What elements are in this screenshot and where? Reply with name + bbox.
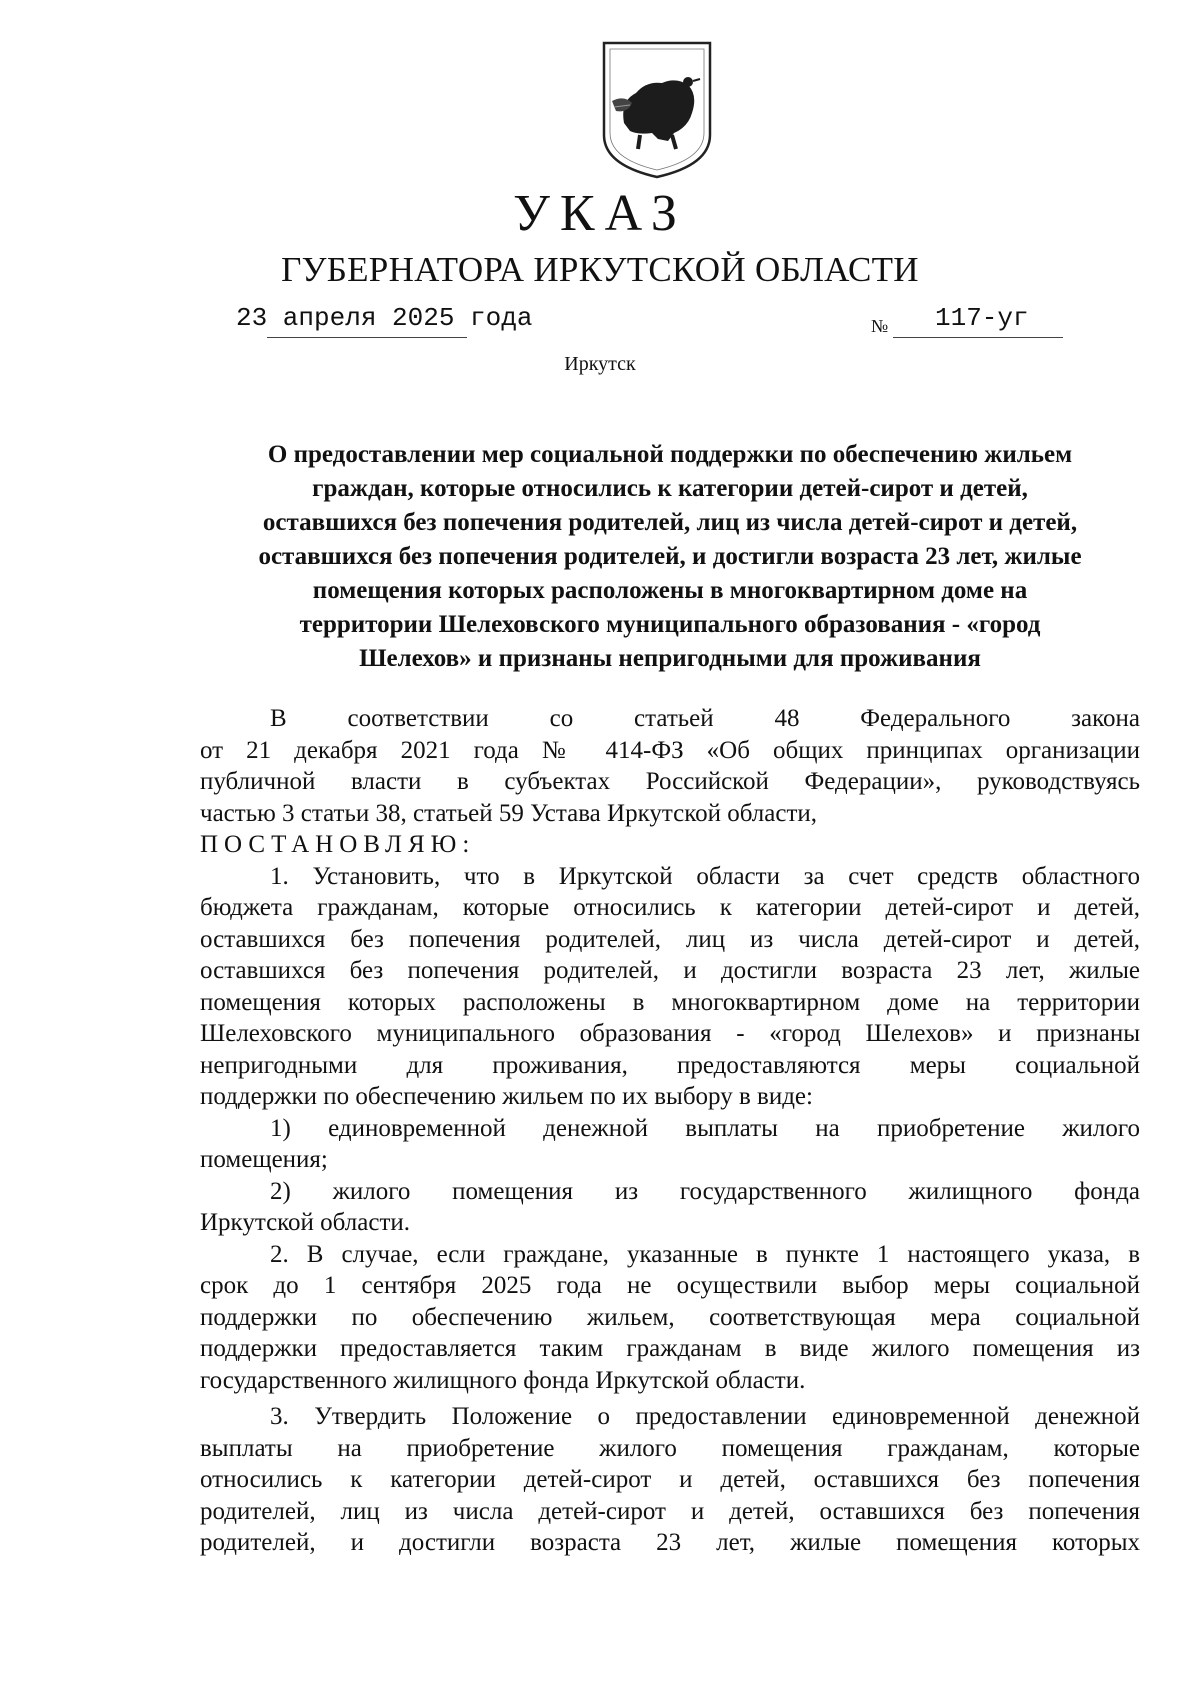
body-line: поддержки по обеспечению жильем, соответствующая мера социальной xyxy=(200,1303,1140,1331)
heading-line: граждан, которые относились к категории детей-сирот и детей, xyxy=(312,475,1028,502)
body-line: непригодными для проживания, предоставляются меры социальной xyxy=(200,1051,1140,1079)
body-line: срок до 1 сентября 2025 года не осуществили выбор меры социальной xyxy=(200,1272,1140,1299)
document-subtitle: ГУБЕРНАТОРА ИРКУТСКОЙ ОБЛАСТИ xyxy=(281,250,919,289)
body-line: поддержки предоставляется таким гражданам в виде жилого помещения из xyxy=(200,1335,1140,1362)
body-line: государственного жилищного фонда Иркутской области. xyxy=(200,1366,806,1394)
body-line: от 21 декабря 2021 года № 414-ФЗ «Об общих принципах организации xyxy=(200,736,1140,764)
heading-line: помещения которых расположены в многоквартирном доме на xyxy=(312,577,1028,604)
decree-heading xyxy=(200,438,1140,676)
body-line: 2. В случае, если граждане, указанные в пункте 1 настоящего указа, в xyxy=(270,1240,1140,1268)
document-title: УКАЗ xyxy=(513,185,687,242)
body-line: помещения; xyxy=(200,1146,328,1173)
decree-word: ПОСТАНОВЛЯЮ: xyxy=(200,831,476,858)
body-line: публичной власти в субъектах Российской Федерации», руководствуясь xyxy=(200,768,1140,795)
body-line: Шелеховского муниципального образования - «город Шелехов» и признаны xyxy=(200,1020,1140,1047)
body-line: родителей, и достигли возраста 23 лет, жилые помещения которых xyxy=(200,1529,1140,1556)
number-underline xyxy=(893,337,1063,338)
city-name: Иркутск xyxy=(564,353,636,375)
coat-of-arms-emblem xyxy=(600,37,714,181)
heading-line: О предоставлении мер социальной поддержки по обеспечению жильем xyxy=(267,441,1073,468)
body-line: оставшихся без попечения родителей, и достигли возраста 23 лет, жилые xyxy=(200,957,1140,984)
number-sign: № xyxy=(871,316,889,336)
heading-line: оставшихся без попечения родителей, лиц из числа детей-сирот и детей, xyxy=(262,509,1078,536)
body-line: поддержки по обеспечению жильем по их выбору в виде: xyxy=(200,1083,813,1110)
decree-number: 117-уг xyxy=(935,303,1029,333)
body-line: 2) жилого помещения из государственного жилищного фонда xyxy=(270,1177,1140,1205)
body-line: помещения которых расположены в многоквартирном доме на территории xyxy=(200,988,1140,1016)
decree-body xyxy=(200,703,1140,1559)
body-line: относились к категории детей-сирот и детей, оставшихся без попечения xyxy=(200,1466,1140,1493)
heading-line: Шелехов» и признаны непригодными для проживания xyxy=(359,645,981,672)
body-line: 1) единовременной денежной выплаты на приобретение жилого xyxy=(270,1114,1140,1142)
body-line: 1. Установить, что в Иркутской области за счет средств областного xyxy=(270,862,1140,890)
body-line: родителей, лиц из числа детей-сирот и детей, оставшихся без попечения xyxy=(200,1497,1140,1525)
body-line: бюджета гражданам, которые относились к категории детей-сирот и детей, xyxy=(200,894,1140,921)
heading-line: оставшихся без попечения родителей, и достигли возраста 23 лет, жилые xyxy=(258,543,1082,570)
body-line: 3. Утвердить Положение о предоставлении единовременной денежной xyxy=(270,1403,1140,1430)
body-line: В соответствии со статьей 48 Федерального закона xyxy=(270,705,1140,732)
body-line: Иркутской области. xyxy=(200,1209,410,1236)
irkutsk-coat-of-arms-icon xyxy=(600,37,714,181)
heading-line: территории Шелеховского муниципального образования - «город xyxy=(299,611,1041,638)
date-underline xyxy=(267,337,467,338)
body-line: оставшихся без попечения родителей, лиц из числа детей-сирот и детей, xyxy=(200,925,1140,953)
body-line: выплаты на приобретение жилого помещения гражданам, которые xyxy=(200,1434,1140,1462)
decree-date: 23 апреля 2025 года xyxy=(236,303,533,333)
body-line: частью 3 статьи 38, статьей 59 Устава Иркутской области, xyxy=(200,799,818,827)
